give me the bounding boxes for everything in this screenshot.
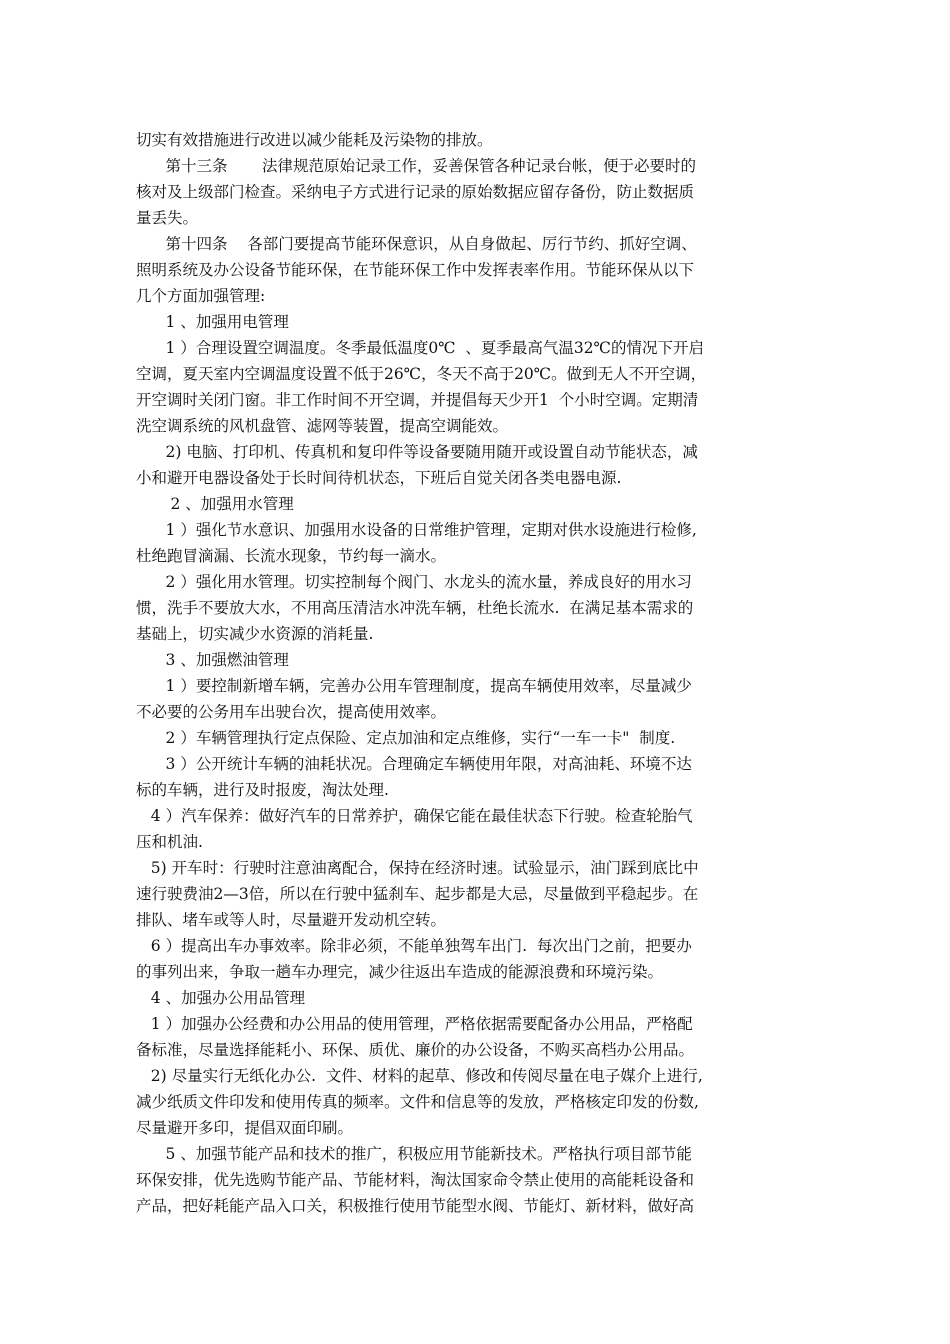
text-line: 2) 电脑、打印机、传真机和复印件等设备要随用随开或设置自动节能状态，减: [136, 443, 698, 461]
text-line: 2 、加强用水管理: [136, 495, 294, 513]
text-line: 标的车辆，进行及时报废，淘汰处理.: [136, 781, 389, 799]
text-line: 2 ）车辆管理执行定点保险、定点加油和定点维修，实行“一车一卡" 制度.: [136, 729, 676, 747]
text-line: 惯，洗手不要放大水，不用高压清洁水冲洗车辆，杜绝长流水. 在满足基本需求的: [136, 599, 694, 617]
text-line: 3 ）公开统计车辆的油耗状况。合理确定车辆使用年限，对高油耗、环境不达: [136, 755, 692, 773]
text-line: 基础上，切实减少水资源的消耗量.: [136, 625, 374, 643]
text-line: 核对及上级部门检查。采纳电子方式进行记录的原始数据应留存备份，防止数据质: [136, 183, 695, 201]
text-line: 开空调时关闭门窗。非工作时间不开空调，并提倡每天少开1 个小时空调。定期清: [136, 391, 699, 409]
text-line: 切实有效措施进行改进以减少能耗及污染物的排放。: [136, 131, 493, 149]
text-line: 4 ）汽车保养：做好汽车的日常养护，确保它能在最佳状态下行驶。检查轮胎气: [136, 807, 693, 825]
text-line: 1 ）加强办公经费和办公用品的使用管理，严格依据需要配备办公用品，严格配: [136, 1015, 693, 1033]
text-line: 的事列出来，争取一趟车办理完，减少往返出车造成的能源浪费和环境污染。: [136, 963, 664, 981]
text-line: 不必要的公务用车出驶台次，提高使用效率。: [136, 703, 447, 721]
text-line: 6 ）提高出车办事效率。除非必须，不能单独驾车出门. 每次出门之前，把要办: [136, 937, 692, 955]
text-line: 1 ）合理设置空调温度。冬季最低温度0℃ 、夏季最高气温32℃的情况下开启: [136, 339, 704, 357]
text-line: 照明系统及办公设备节能环保，在节能环保工作中发挥表率作用。节能环保从以下: [136, 261, 695, 279]
text-line: 备标准，尽量选择能耗小、环保、质优、廉价的办公设备，不购买高档办公用品。: [136, 1041, 695, 1059]
text-line: 空调，夏天室内空调温度设置不低于26℃，冬天不高于20℃。做到无人不开空调，: [136, 365, 707, 383]
text-line: 杜绝跑冒滴漏、长流水现象，节约每一滴水。: [136, 547, 447, 565]
text-line: 减少纸质文件印发和使用传真的频率。文件和信息等的发放，严格核定印发的份数,: [136, 1093, 699, 1111]
text-line: 2 ）强化用水管理。切实控制每个阀门、水龙头的流水量，养成良好的用水习: [136, 573, 692, 591]
text-line: 压和机油.: [136, 833, 203, 851]
text-line: 量丢失。: [136, 209, 199, 227]
text-line: 尽量避开多印，提倡双面印刷。: [136, 1119, 354, 1137]
text-line: 4 、加强办公用品管理: [136, 989, 306, 1007]
text-line: 环保安排，优先选购节能产品、节能材料，淘汰国家命令禁止使用的高能耗设备和: [136, 1171, 695, 1189]
text-line: 1 ）要控制新增车辆，完善办公用车管理制度，提高车辆使用效率，尽量减少: [136, 677, 692, 695]
text-line: 1 ）强化节水意识、加强用水设备的日常维护管理，定期对供水设施进行检修,: [136, 521, 697, 539]
text-line: 3 、加强燃油管理: [136, 651, 289, 669]
text-line: 小和避开电器设备处于长时间待机状态，下班后自觉关闭各类电器电源.: [136, 469, 622, 487]
text-line: 1 、加强用电管理: [136, 313, 289, 331]
text-line: 2) 尽量实行无纸化办公. 文件、材料的起草、修改和传阅尽量在电子媒介上进行,: [136, 1067, 703, 1085]
text-line: 洗空调系统的风机盘管、滤网等装置，提高空调能效。: [136, 417, 509, 435]
text-line: 第十三条 法律规范原始记录工作，妥善保管各种记录台帐，便于必要时的: [136, 157, 697, 175]
text-line: 5) 开车时：行驶时注意油离配合，保持在经济时速。试验显示，油门踩到底比中: [136, 859, 699, 877]
text-line: 排队、堵车或等人时，尽量避开发动机空转。: [136, 911, 447, 929]
document-body: [136, 127, 826, 1219]
text-line: 第十四条 各部门要提高节能环保意识，从自身做起、厉行节约、抓好空调、: [136, 235, 697, 253]
text-line: 5 、加强节能产品和技术的推广，积极应用节能新技术。严格执行项目部节能: [136, 1145, 692, 1163]
text-line: 几个方面加强管理:: [136, 287, 266, 305]
text-line: 速行驶费油2—3倍，所以在行驶中猛刹车、起步都是大忌，尽量做到平稳起步。在: [136, 885, 699, 903]
text-line: 产品，把好耗能产品入口关，积极推行使用节能型水阀、节能灯、新材料，做好高: [136, 1197, 695, 1215]
